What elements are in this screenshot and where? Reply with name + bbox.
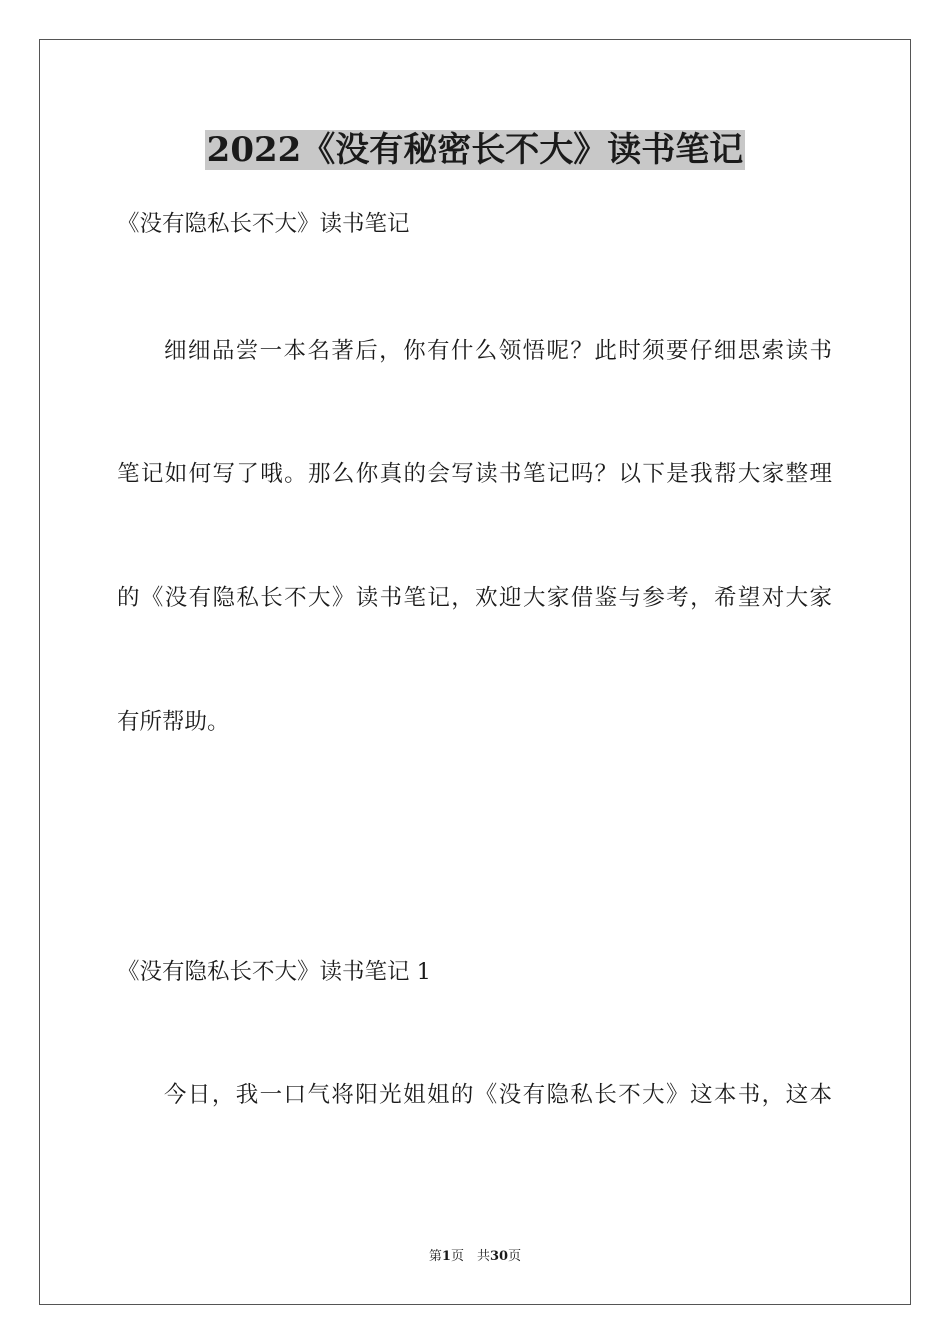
section-paragraph-line: 今日，我一口气将阳光姐姐的《没有隐私长不大》这本书，这本 bbox=[164, 1082, 832, 1108]
section-heading: 《没有隐私长不大》读书笔记 1 bbox=[117, 959, 431, 985]
document-title bbox=[0, 126, 950, 174]
page-footer bbox=[0, 1248, 950, 1266]
footer-mid: 页 共 bbox=[450, 1249, 490, 1264]
subtitle: 《没有隐私长不大》读书笔记 bbox=[117, 211, 410, 237]
footer-suffix: 页 bbox=[508, 1249, 522, 1264]
intro-paragraph-line: 笔记如何写了哦。那么你真的会写读书笔记吗？以下是我帮大家整理 bbox=[117, 461, 832, 487]
footer-total-pages: 30 bbox=[489, 1249, 509, 1264]
intro-paragraph-line: 有所帮助。 bbox=[117, 709, 230, 735]
footer-current-page: 1 bbox=[441, 1249, 451, 1264]
intro-paragraph-line: 细细品尝一本名著后，你有什么领悟呢？此时须要仔细思索读书 bbox=[164, 338, 832, 364]
footer-prefix: 第 bbox=[428, 1249, 442, 1264]
document-title-text: 2022《没有秘密长不大》读书笔记 bbox=[206, 130, 744, 170]
intro-paragraph-line: 的《没有隐私长不大》读书笔记，欢迎大家借鉴与参考，希望对大家 bbox=[117, 585, 832, 611]
